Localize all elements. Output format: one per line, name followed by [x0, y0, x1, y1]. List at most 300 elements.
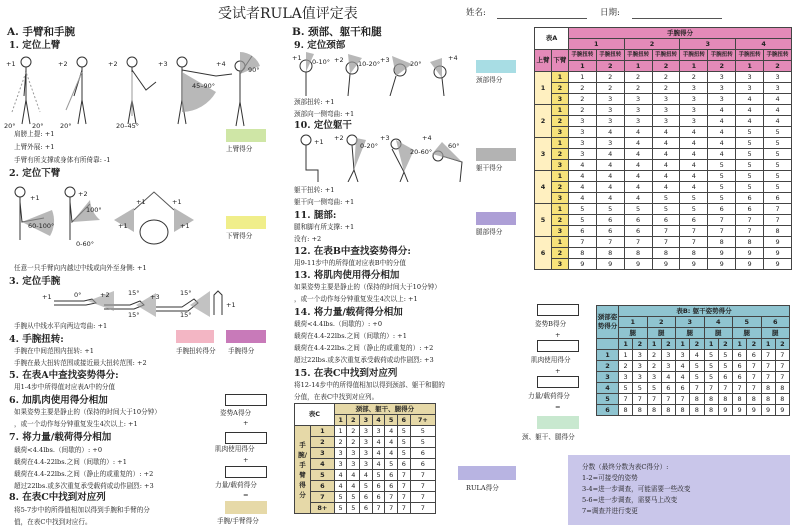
table-b-cell: 2 — [619, 361, 633, 372]
step15-note-1: 将12-14步中的所得值相加以得到颈部、躯干和腿的 — [294, 381, 445, 389]
trunk-score-swatch[interactable] — [476, 148, 516, 161]
table-a-cell: 2 — [596, 72, 624, 83]
wrist-twist-col: 2 — [708, 61, 736, 72]
fig1-angle-a: 20° — [4, 122, 16, 128]
table-c-corner: 表C — [295, 404, 335, 426]
table-c-cell: 4 — [347, 481, 360, 492]
table-a-cell: 3 — [764, 83, 792, 94]
table-c-cell: 4 — [385, 426, 398, 437]
step13-note-1: 如果姿势主要是静止的（保持的时间大于10分钟） — [294, 283, 441, 291]
table-c-cell: 3 — [360, 459, 373, 470]
table-row — [535, 127, 792, 138]
table-a-cell: 8 — [652, 248, 680, 259]
table-b-cell: 9 — [733, 405, 747, 416]
table-a-cell: 4 — [596, 127, 624, 138]
lower-arm-score: 1 — [551, 171, 568, 182]
leg-col: 1 — [647, 339, 661, 350]
trunk-figures — [292, 132, 468, 182]
table-b-cell: 3 — [633, 350, 647, 361]
table-row — [535, 182, 792, 193]
table-b-cell: 8 — [619, 405, 633, 416]
leg-col-label: 腿 — [704, 328, 733, 339]
table-b-cell: 8 — [661, 405, 675, 416]
rula-score-swatch[interactable] — [458, 466, 516, 480]
table-row — [597, 361, 790, 372]
wrist-twist-col: 2 — [652, 61, 680, 72]
table-b-cell: 8 — [676, 405, 690, 416]
table-a-cell: 5 — [736, 138, 764, 149]
table-a-cell: 6 — [736, 204, 764, 215]
neck-score: 6 — [597, 405, 619, 416]
trunk-score-col: 2 — [647, 317, 676, 328]
upper-arm-score-swatch[interactable] — [226, 129, 266, 142]
muscle-use-label-a: 肌肉使用得分 — [215, 445, 255, 453]
posture-b-score-box[interactable] — [537, 304, 579, 316]
table-b-cell: 8 — [718, 394, 732, 405]
table-b-cell: 7 — [704, 383, 718, 394]
table-b-cell: 5 — [690, 361, 704, 372]
neck-fig1-score: +1 — [292, 54, 302, 62]
neck-score-swatch[interactable] — [476, 60, 516, 73]
lower-arm-header: 下臂 — [551, 50, 568, 72]
step5-note: 用1-4步中所得值对应表A中的分值 — [14, 383, 116, 391]
trunk-score-col: 3 — [676, 317, 705, 328]
table-a-cell: 5 — [736, 149, 764, 160]
table-a-cell: 4 — [568, 171, 596, 182]
table-b-cell: 2 — [647, 350, 661, 361]
wrist-fig2-score: +2 — [100, 291, 110, 299]
force-load-box-b[interactable] — [537, 376, 579, 388]
table-a-cell: 9 — [708, 259, 736, 270]
leg-score-label: 腿部得分 — [476, 228, 503, 236]
plus-sign-b2: + — [555, 367, 561, 375]
table-c-cell: 5 — [385, 459, 398, 470]
leg-col: 2 — [775, 339, 789, 350]
step2-title: 2. 定位下臂 — [9, 168, 61, 179]
table-a-cell: 4 — [764, 94, 792, 105]
trunk-fig3-score: +3 — [380, 134, 390, 142]
table-b-title: 表B: 躯干姿势得分 — [619, 306, 790, 317]
leg-col-label: 腿 — [676, 328, 705, 339]
table-b-cell: 3 — [633, 361, 647, 372]
table-a-cell: 5 — [764, 160, 792, 171]
trunk-score-col: 6 — [761, 317, 790, 328]
table-a-cell: 5 — [708, 193, 736, 204]
table-c-row-score: 3 — [311, 448, 335, 459]
wrist-twist-col-label: 手腕扭转 — [624, 50, 652, 61]
wrist-twist-col: 2 — [764, 61, 792, 72]
lower-arm-score: 2 — [551, 182, 568, 193]
table-row — [535, 248, 792, 259]
step1-note-1: 肩膀上提: +1 — [14, 130, 55, 138]
force-load-box-a[interactable] — [225, 466, 267, 478]
table-b-cell: 7 — [775, 350, 789, 361]
table-a-cell: 8 — [568, 248, 596, 259]
wrist-twist-col-label: 手腕扭转 — [680, 50, 708, 61]
table-row — [535, 160, 792, 171]
step3-note: 手腕从中线水平向两边弯曲: +1 — [14, 322, 108, 330]
neck-trunk-leg-swatch[interactable] — [537, 416, 579, 429]
table-a-cell: 3 — [708, 83, 736, 94]
step9-note-1: 颈部扭转: +1 — [294, 98, 335, 106]
table-a-cell: 4 — [596, 149, 624, 160]
wrist-twist-col-label: 手腕扭转 — [764, 50, 792, 61]
table-c-row-label: 手腕/手臂得分 — [295, 426, 311, 514]
table-a-cell: 3 — [568, 116, 596, 127]
table-c — [294, 403, 436, 514]
table-a-cell: 4 — [568, 193, 596, 204]
step14-note-4: 超过22lbs.或多次重复承受载荷或动作剧烈: +3 — [294, 356, 434, 364]
table-a-cell: 7 — [764, 204, 792, 215]
table-a-cell: 5 — [708, 160, 736, 171]
table-c-cell: 3 — [347, 448, 360, 459]
table-b-cell: 3 — [647, 372, 661, 383]
fig4-angle: 45–90° — [192, 82, 216, 90]
neck-fig3-score: +3 — [380, 56, 390, 64]
neck-score: 3 — [597, 372, 619, 383]
table-b-cell: 8 — [775, 383, 789, 394]
table-c-cell: 2 — [347, 437, 360, 448]
table-b-cell: 7 — [775, 372, 789, 383]
table-c-cell: 5 — [398, 437, 411, 448]
fig4-score: +3 — [158, 60, 168, 68]
table-a-cell: 3 — [680, 83, 708, 94]
table-b-cell: 5 — [718, 361, 732, 372]
table-a-cell: 2 — [624, 83, 652, 94]
upper-arm-header: 上臂 — [535, 50, 552, 72]
plus-sign-a1: + — [243, 419, 249, 427]
table-b-cell: 8 — [775, 394, 789, 405]
table-a-cell: 5 — [708, 171, 736, 182]
plus-sign-b1: + — [555, 331, 561, 339]
table-a-cell: 6 — [568, 226, 596, 237]
step7-note-4: 超过22lbs.或多次重复承受载荷或动作剧烈: +3 — [14, 482, 154, 490]
table-a-cell: 7 — [736, 226, 764, 237]
table-row — [535, 105, 792, 116]
table-row — [535, 83, 792, 94]
table-a-cell: 4 — [652, 182, 680, 193]
trunk-fig4-angle: 60° — [448, 142, 460, 150]
table-a-cell: 4 — [652, 149, 680, 160]
neck-fig1-angle: 0-10° — [312, 58, 331, 66]
wrist-score-col: 1 — [568, 39, 624, 50]
table-c-cell: 4 — [334, 470, 347, 481]
table-a-cell: 4 — [624, 171, 652, 182]
table-a-cell: 6 — [764, 193, 792, 204]
table-a-cell: 5 — [736, 160, 764, 171]
fig2-angle: 20° — [60, 122, 72, 128]
table-a-cell: 3 — [596, 105, 624, 116]
table-b-cell: 6 — [747, 350, 761, 361]
table-row — [295, 503, 436, 514]
table-a-cell: 7 — [680, 226, 708, 237]
table-b-cell: 3 — [661, 361, 675, 372]
table-a-cell: 4 — [708, 149, 736, 160]
table-b-cell: 8 — [704, 405, 718, 416]
lower-arm-score: 1 — [551, 237, 568, 248]
table-b-cell: 6 — [733, 372, 747, 383]
table-c-cell: 7 — [410, 492, 435, 503]
table-c-row-score: 2 — [311, 437, 335, 448]
table-a-cell: 3 — [736, 72, 764, 83]
wrist-score-col: 2 — [624, 39, 680, 50]
neck-score-label: 颈部得分 — [476, 76, 503, 84]
table-row — [535, 259, 792, 270]
table-a-cell: 3 — [708, 94, 736, 105]
table-a-cell: 5 — [624, 204, 652, 215]
table-c-cell: 4 — [334, 481, 347, 492]
table-a-cell: 6 — [596, 226, 624, 237]
step14-note-3: 载荷在4.4-22lbs.之间（静止的或重复的）: +2 — [294, 344, 434, 352]
table-a-cell: 3 — [652, 94, 680, 105]
table-b-cell: 3 — [661, 350, 675, 361]
wrist-fig2-angle-a: 15° — [128, 289, 140, 297]
table-a-cell: 5 — [568, 215, 596, 226]
wrist-arm-score-label: 手腕/手臂得分 — [217, 517, 259, 525]
leg-col: 1 — [676, 339, 690, 350]
table-a-cell: 4 — [596, 171, 624, 182]
lower-fig2-angle-a: 100° — [86, 206, 102, 214]
table-b-cell: 2 — [647, 361, 661, 372]
posture-a-score-box[interactable] — [225, 394, 267, 406]
table-a-cell: 4 — [708, 138, 736, 149]
table-b-cell: 8 — [761, 394, 775, 405]
table-c-cell: 4 — [372, 459, 385, 470]
table-row — [295, 481, 436, 492]
table-a-cell: 4 — [680, 149, 708, 160]
table-a-cell: 4 — [736, 105, 764, 116]
table-b — [596, 305, 790, 416]
table-a-corner: 表A — [535, 28, 569, 50]
table-b-cell: 5 — [690, 372, 704, 383]
table-row — [535, 171, 792, 182]
table-a-cell: 4 — [652, 138, 680, 149]
table-c-cell: 5 — [372, 470, 385, 481]
step6-note-1: 如果姿势主要是静止的（保持的时间大于10分钟） — [14, 408, 161, 416]
table-a-cell: 6 — [652, 215, 680, 226]
lower-arm-score: 1 — [551, 105, 568, 116]
date-field[interactable] — [632, 18, 722, 19]
table-a-cell: 4 — [764, 105, 792, 116]
upper-arm-score: 1 — [535, 72, 552, 105]
trunk-fig3-angle: 20-60° — [410, 148, 433, 156]
table-a-cell: 4 — [624, 127, 652, 138]
leg-col: 1 — [733, 339, 747, 350]
muscle-use-box-b[interactable] — [537, 340, 579, 352]
wrist-twist-col-label: 手腕扭转 — [596, 50, 624, 61]
table-b-cell: 5 — [704, 372, 718, 383]
table-a-cell: 3 — [568, 127, 596, 138]
table-a-cell: 2 — [568, 83, 596, 94]
table-a-cell: 3 — [652, 116, 680, 127]
neck-figures — [292, 52, 462, 96]
lower-arm-score-swatch[interactable] — [226, 216, 266, 229]
table-b-cell: 4 — [690, 350, 704, 361]
table-a-cell: 4 — [596, 182, 624, 193]
step12-title: 12. 在表B中查找姿势得分: — [294, 246, 411, 257]
wrist-fig3-angle-b: 15° — [180, 311, 192, 317]
leg-col-label: 腿 — [733, 328, 762, 339]
table-b-cell: 5 — [704, 350, 718, 361]
fig1-score: +1 — [6, 60, 16, 68]
leg-col: 2 — [690, 339, 704, 350]
table-row — [597, 405, 790, 416]
table-a-cell: 9 — [596, 259, 624, 270]
fig1-angle-b: 20° — [32, 122, 44, 128]
step10-note-1: 躯干扭转: +1 — [294, 186, 335, 194]
neck-score: 2 — [597, 361, 619, 372]
table-a-cell: 3 — [736, 83, 764, 94]
table-c-cell: 2 — [347, 426, 360, 437]
table-a-cell: 4 — [596, 193, 624, 204]
table-row — [535, 193, 792, 204]
table-c-cell: 5 — [334, 503, 347, 514]
table-a-cell: 4 — [708, 127, 736, 138]
step7-note-3: 载荷在4.4-22lbs.之间（静止的或重复的）: +2 — [14, 470, 154, 478]
step3-title: 3. 定位手腕 — [9, 276, 61, 287]
table-c-cell: 6 — [360, 492, 373, 503]
step4-note-1: 手腕在中间范围内扭转: +1 — [14, 347, 94, 355]
table-c-cell: 7 — [385, 503, 398, 514]
table-a-cell: 6 — [736, 193, 764, 204]
lower-arm-score: 3 — [551, 259, 568, 270]
table-a-cell: 3 — [596, 94, 624, 105]
trunk-score-col: 1 — [619, 317, 648, 328]
table-c-col: 3 — [360, 415, 373, 426]
table-a-cell: 3 — [652, 105, 680, 116]
table-b-cell: 7 — [747, 372, 761, 383]
table-row — [535, 72, 792, 83]
table-a-cell: 2 — [596, 83, 624, 94]
lower-arm-score: 2 — [551, 116, 568, 127]
table-b-cell: 7 — [676, 394, 690, 405]
table-a-cell: 5 — [736, 171, 764, 182]
step15-title: 15. 在表C中找到对应列 — [294, 368, 398, 379]
table-c-row-score: 1 — [311, 426, 335, 437]
table-row — [295, 448, 436, 459]
step13-title: 13. 将肌肉使用得分相加 — [294, 270, 400, 281]
lower-fig2-angle-b: 0-60° — [76, 240, 95, 248]
table-b-cell: 7 — [747, 361, 761, 372]
leg-score-swatch[interactable] — [476, 212, 516, 225]
table-b-cell: 8 — [704, 394, 718, 405]
table-c-cell: 7 — [410, 503, 435, 514]
trunk-fig2-angle: 0-20° — [360, 142, 379, 150]
table-a-cell: 4 — [624, 138, 652, 149]
table-c-row-score: 5 — [311, 470, 335, 481]
table-a-cell: 5 — [680, 204, 708, 215]
table-row — [597, 350, 790, 361]
table-b-cell: 6 — [733, 361, 747, 372]
upper-arm-score: 3 — [535, 138, 552, 171]
step11-note-2: 没有: +2 — [294, 235, 322, 243]
table-c-cell: 4 — [385, 448, 398, 459]
lower-arm-score: 1 — [551, 204, 568, 215]
table-a-cell: 4 — [624, 193, 652, 204]
wrist-score-swatch[interactable] — [226, 330, 266, 343]
wrist-fig4-score: +1 — [226, 301, 236, 309]
table-b-cell: 1 — [619, 350, 633, 361]
upper-arm-score: 4 — [535, 171, 552, 204]
step1-title: 1. 定位上臂 — [9, 40, 61, 51]
step4-note-2: 手腕在最大扭转范围或接近最大扭转范围: +2 — [14, 359, 147, 367]
table-a-cell: 9 — [624, 259, 652, 270]
table-c-cell: 2 — [334, 437, 347, 448]
step7-title: 7. 将力量/载荷得分相加 — [9, 432, 112, 443]
step12-note: 用9-11步中的所得值对应表B中的分值 — [294, 259, 406, 267]
table-c-cell: 3 — [372, 426, 385, 437]
date-label: 日期: — [600, 8, 620, 18]
table-c-cell: 6 — [385, 481, 398, 492]
name-field[interactable] — [497, 18, 587, 19]
table-c-cell: 3 — [360, 437, 373, 448]
wrist-arm-score-swatch[interactable] — [225, 501, 267, 514]
step6-title: 6. 加肌肉使用得分相加 — [9, 395, 108, 406]
step1-note-3: 手臂有所支撑或身体有所倚靠: -1 — [14, 156, 111, 164]
lower-arm-figures — [4, 180, 204, 258]
wrist-score-col: 4 — [736, 39, 792, 50]
step6-note-2: ，或一个动作每分钟重复发生4次以上: +1 — [14, 420, 138, 428]
step13-note-2: ，或一个动作每分钟重复发生4次以上: +1 — [294, 295, 418, 303]
table-row — [535, 116, 792, 127]
lower-arm-score: 3 — [551, 226, 568, 237]
table-row — [597, 383, 790, 394]
table-a-cell: 3 — [624, 105, 652, 116]
table-a-cell: 6 — [596, 215, 624, 226]
table-c-cell: 5 — [410, 437, 435, 448]
neck-fig2-score: +2 — [334, 56, 344, 64]
table-c-cell: 5 — [334, 492, 347, 503]
wrist-twist-swatch[interactable] — [176, 330, 214, 343]
table-a-cell: 1 — [568, 72, 596, 83]
table-c-cell: 5 — [410, 426, 435, 437]
posture-b-score-label: 姿势B得分 — [535, 320, 567, 328]
table-c-cell: 7 — [410, 470, 435, 481]
wrist-fig3-score: +3 — [150, 293, 160, 301]
section-a-title: A. 手臂和手腕 — [7, 26, 75, 38]
table-b-cell: 8 — [747, 394, 761, 405]
leg-col: 2 — [747, 339, 761, 350]
lower-fig2-score: +2 — [78, 190, 88, 198]
muscle-use-box-a[interactable] — [225, 432, 267, 444]
table-a-cell: 9 — [708, 248, 736, 259]
lower-arm-score: 2 — [551, 248, 568, 259]
table-b-cell: 9 — [718, 405, 732, 416]
table-c-col: 6 — [398, 415, 411, 426]
table-a — [534, 27, 792, 270]
wrist-score-label: 手腕得分 — [228, 347, 255, 355]
plus-sign-a2: + — [243, 456, 249, 464]
table-b-cell: 4 — [676, 372, 690, 383]
table-c-cell: 5 — [398, 448, 411, 459]
wrist-twist-col-label: 手腕扭转 — [708, 50, 736, 61]
equals-sign-a: = — [243, 491, 249, 499]
table-row — [295, 426, 436, 437]
table-b-cell: 4 — [661, 372, 675, 383]
table-c-cell: 1 — [334, 426, 347, 437]
table-b-cell: 5 — [718, 350, 732, 361]
table-a-cell: 4 — [680, 171, 708, 182]
table-b-cell: 8 — [761, 383, 775, 394]
table-a-cell: 8 — [624, 248, 652, 259]
table-b-cell: 6 — [661, 383, 675, 394]
table-a-cell: 3 — [624, 116, 652, 127]
fig2-score: +2 — [58, 60, 68, 68]
lower-arm-score: 3 — [551, 160, 568, 171]
table-a-cell: 7 — [596, 237, 624, 248]
table-a-cell: 5 — [680, 193, 708, 204]
table-a-cell: 9 — [764, 248, 792, 259]
